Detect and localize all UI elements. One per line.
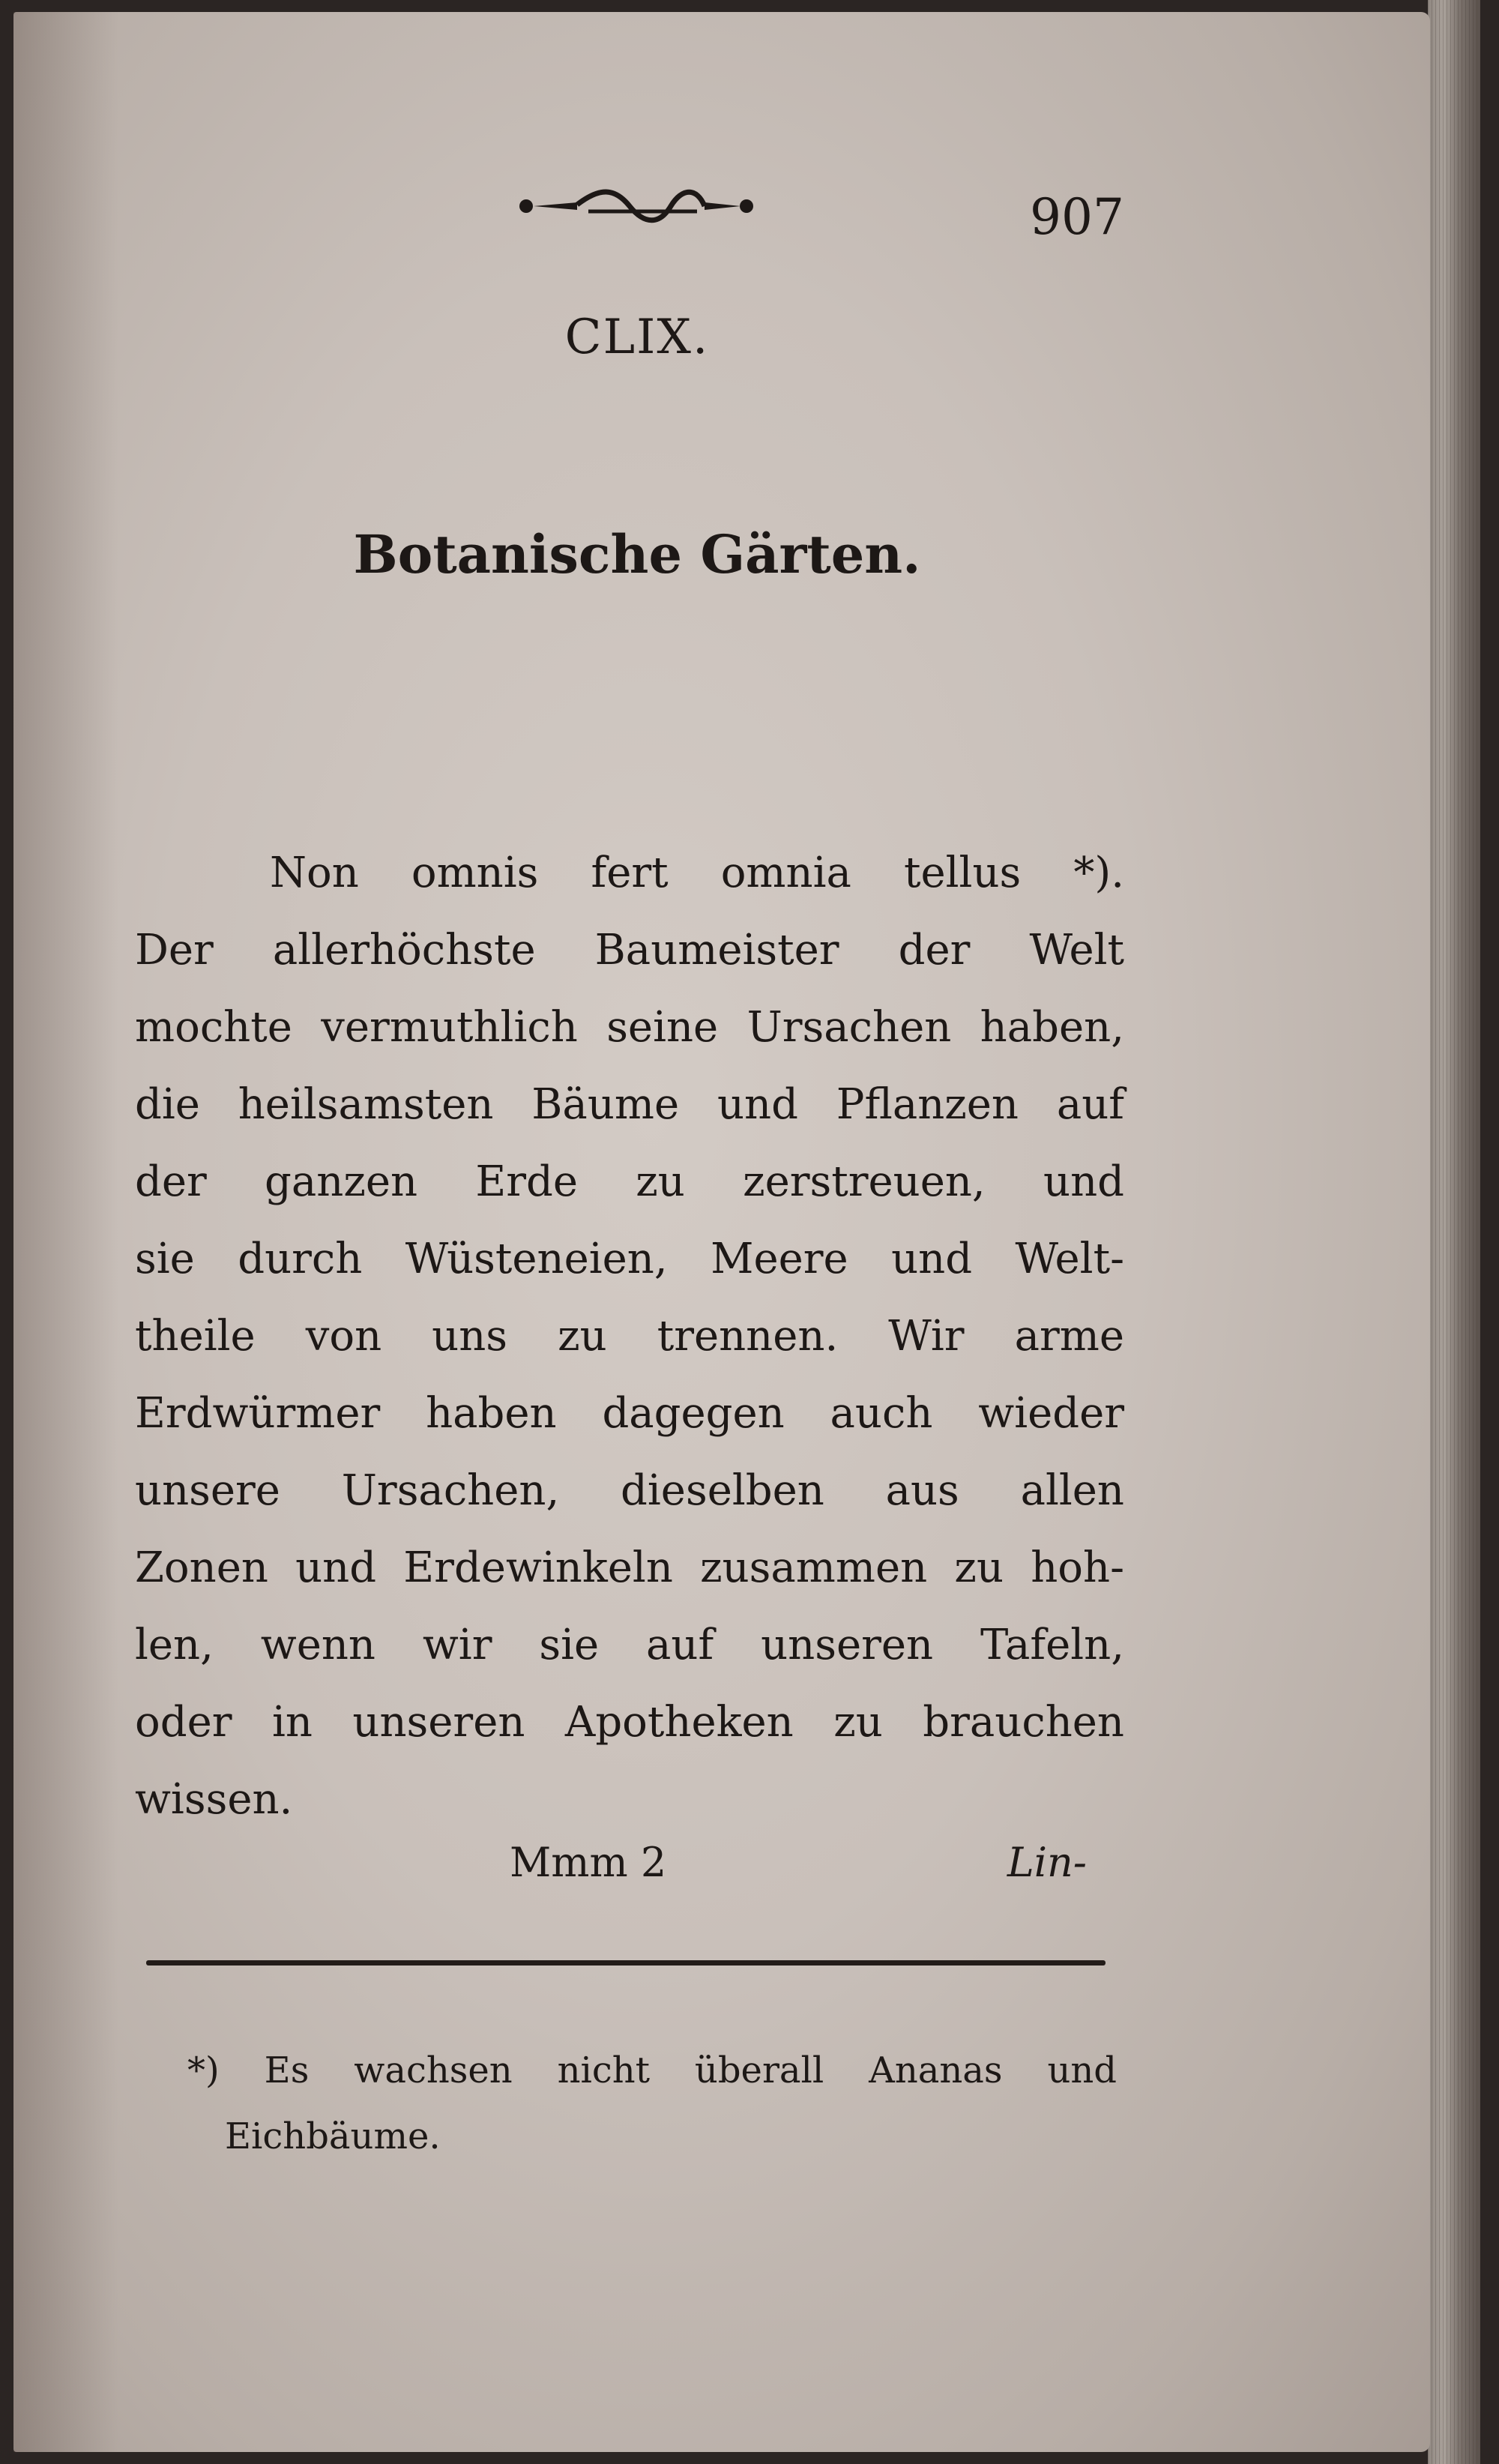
footnote-line: *) Es wachsen nicht überall Ananas und	[187, 2049, 1117, 2091]
body-line: unsere Ursachen, dieselben aus allen	[135, 1466, 1124, 1515]
body-line: Erdwürmer haben dagegen auch wieder	[135, 1389, 1124, 1438]
footnote-rule	[146, 1960, 1106, 1966]
chapter-number: CLIX.	[564, 310, 710, 365]
gutter-shadow	[13, 12, 118, 2452]
body-line: Der allerhöchste Baumeister der Welt	[135, 926, 1124, 975]
page-stack-lines	[1428, 0, 1480, 2464]
footnote-line: Eichbäume.	[225, 2115, 441, 2157]
body-line: theile von uns zu trennen. Wir arme	[135, 1312, 1124, 1361]
body-line: len, wenn wir sie auf unseren Tafeln,	[135, 1621, 1124, 1669]
body-line: mochte vermuthlich seine Ursachen haben,	[135, 1003, 1124, 1052]
section-heading: Botanische Gärten.	[353, 523, 921, 585]
body-line: die heilsamsten Bäume und Pflanzen auf	[135, 1080, 1124, 1129]
header-ornament-icon	[517, 180, 757, 232]
body-line: Non omnis fert omnia tellus *).	[270, 849, 1124, 897]
body-line: wissen.	[135, 1775, 293, 1824]
body-line: der ganzen Erde zu zerstreuen, und	[135, 1157, 1124, 1206]
signature-mark: Mmm 2	[510, 1839, 667, 1886]
body-line: oder in unseren Apotheken zu brauchen	[135, 1698, 1124, 1747]
catchword: Lin-	[1007, 1839, 1087, 1886]
body-line: Zonen und Erdewinkeln zusammen zu hoh-	[135, 1543, 1124, 1592]
page-number: 907	[1030, 188, 1124, 246]
body-line: sie durch Wüsteneien, Meere und Welt-	[135, 1235, 1124, 1283]
